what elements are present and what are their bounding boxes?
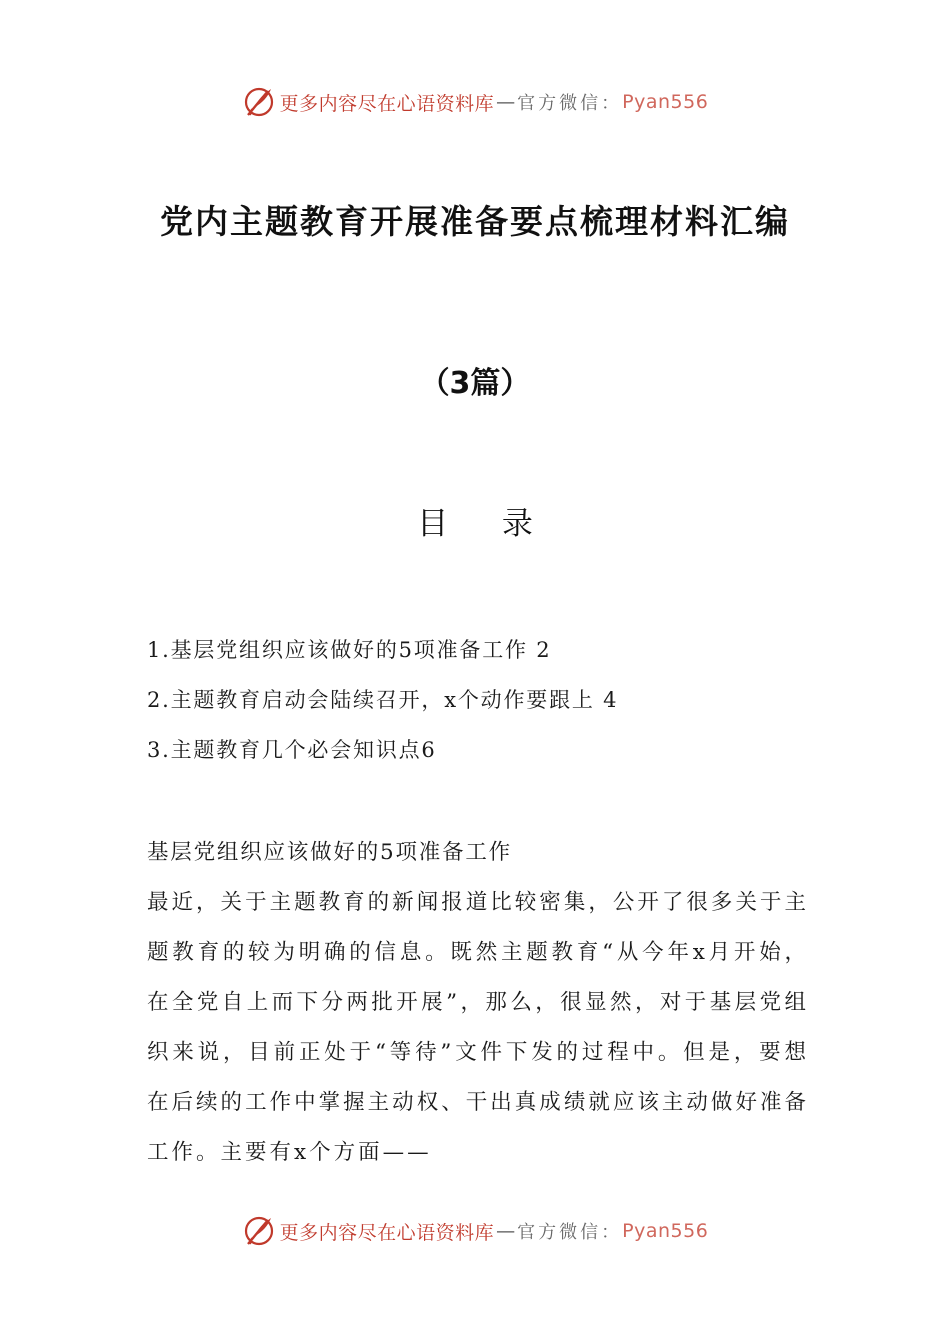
toc-heading: 目 录: [417, 506, 555, 542]
article-body: [147, 828, 809, 1178]
footer-watermark-banner: [0, 1209, 950, 1253]
toc-item[interactable]: 1.基层党组织应该做好的5项准备工作 2: [147, 638, 552, 662]
toc-item[interactable]: 3.主题教育几个必会知识点6: [147, 738, 437, 762]
article-paragraph: 最近，关于主题教育的新闻报道比较密集，公开了很多关于主题教育的较为明确的信息。既然主题教育“从今年x月开始，在全党自上而下分两批开展”，那么，很显然，对于基层党组织来说，目前正处于“等待”文件下发的过程中。但是，要想在后续的工作中掌握主动权、干出真成绩就应该主动做好准备工作。主要有x个方面——: [147, 890, 809, 1165]
document-subtitle: （3篇）: [419, 366, 531, 401]
header-watermark-banner: [0, 80, 950, 124]
banner-separator: —: [496, 1220, 516, 1242]
document-title: 党内主题教育开展准备要点梳理材料汇编: [160, 202, 790, 241]
banner-contact-label: 官方微信：: [517, 1222, 623, 1243]
banner-brand-text: 更多内容尽在心语资料库: [279, 92, 495, 115]
quill-logo-icon: [242, 1214, 276, 1248]
table-of-contents: [147, 628, 827, 778]
banner-contact-id: Pyan556: [622, 1220, 709, 1242]
banner-contact-label: 官方微信：: [517, 93, 623, 114]
article-section-heading: 基层党组织应该做好的5项准备工作: [147, 840, 512, 865]
banner-brand-text: 更多内容尽在心语资料库: [279, 1221, 495, 1244]
toc-item[interactable]: 2.主题教育启动会陆续召开，x个动作要跟上 4: [147, 688, 619, 712]
banner-contact-id: Pyan556: [622, 91, 709, 113]
quill-logo-icon: [242, 85, 276, 119]
banner-separator: —: [496, 91, 516, 113]
